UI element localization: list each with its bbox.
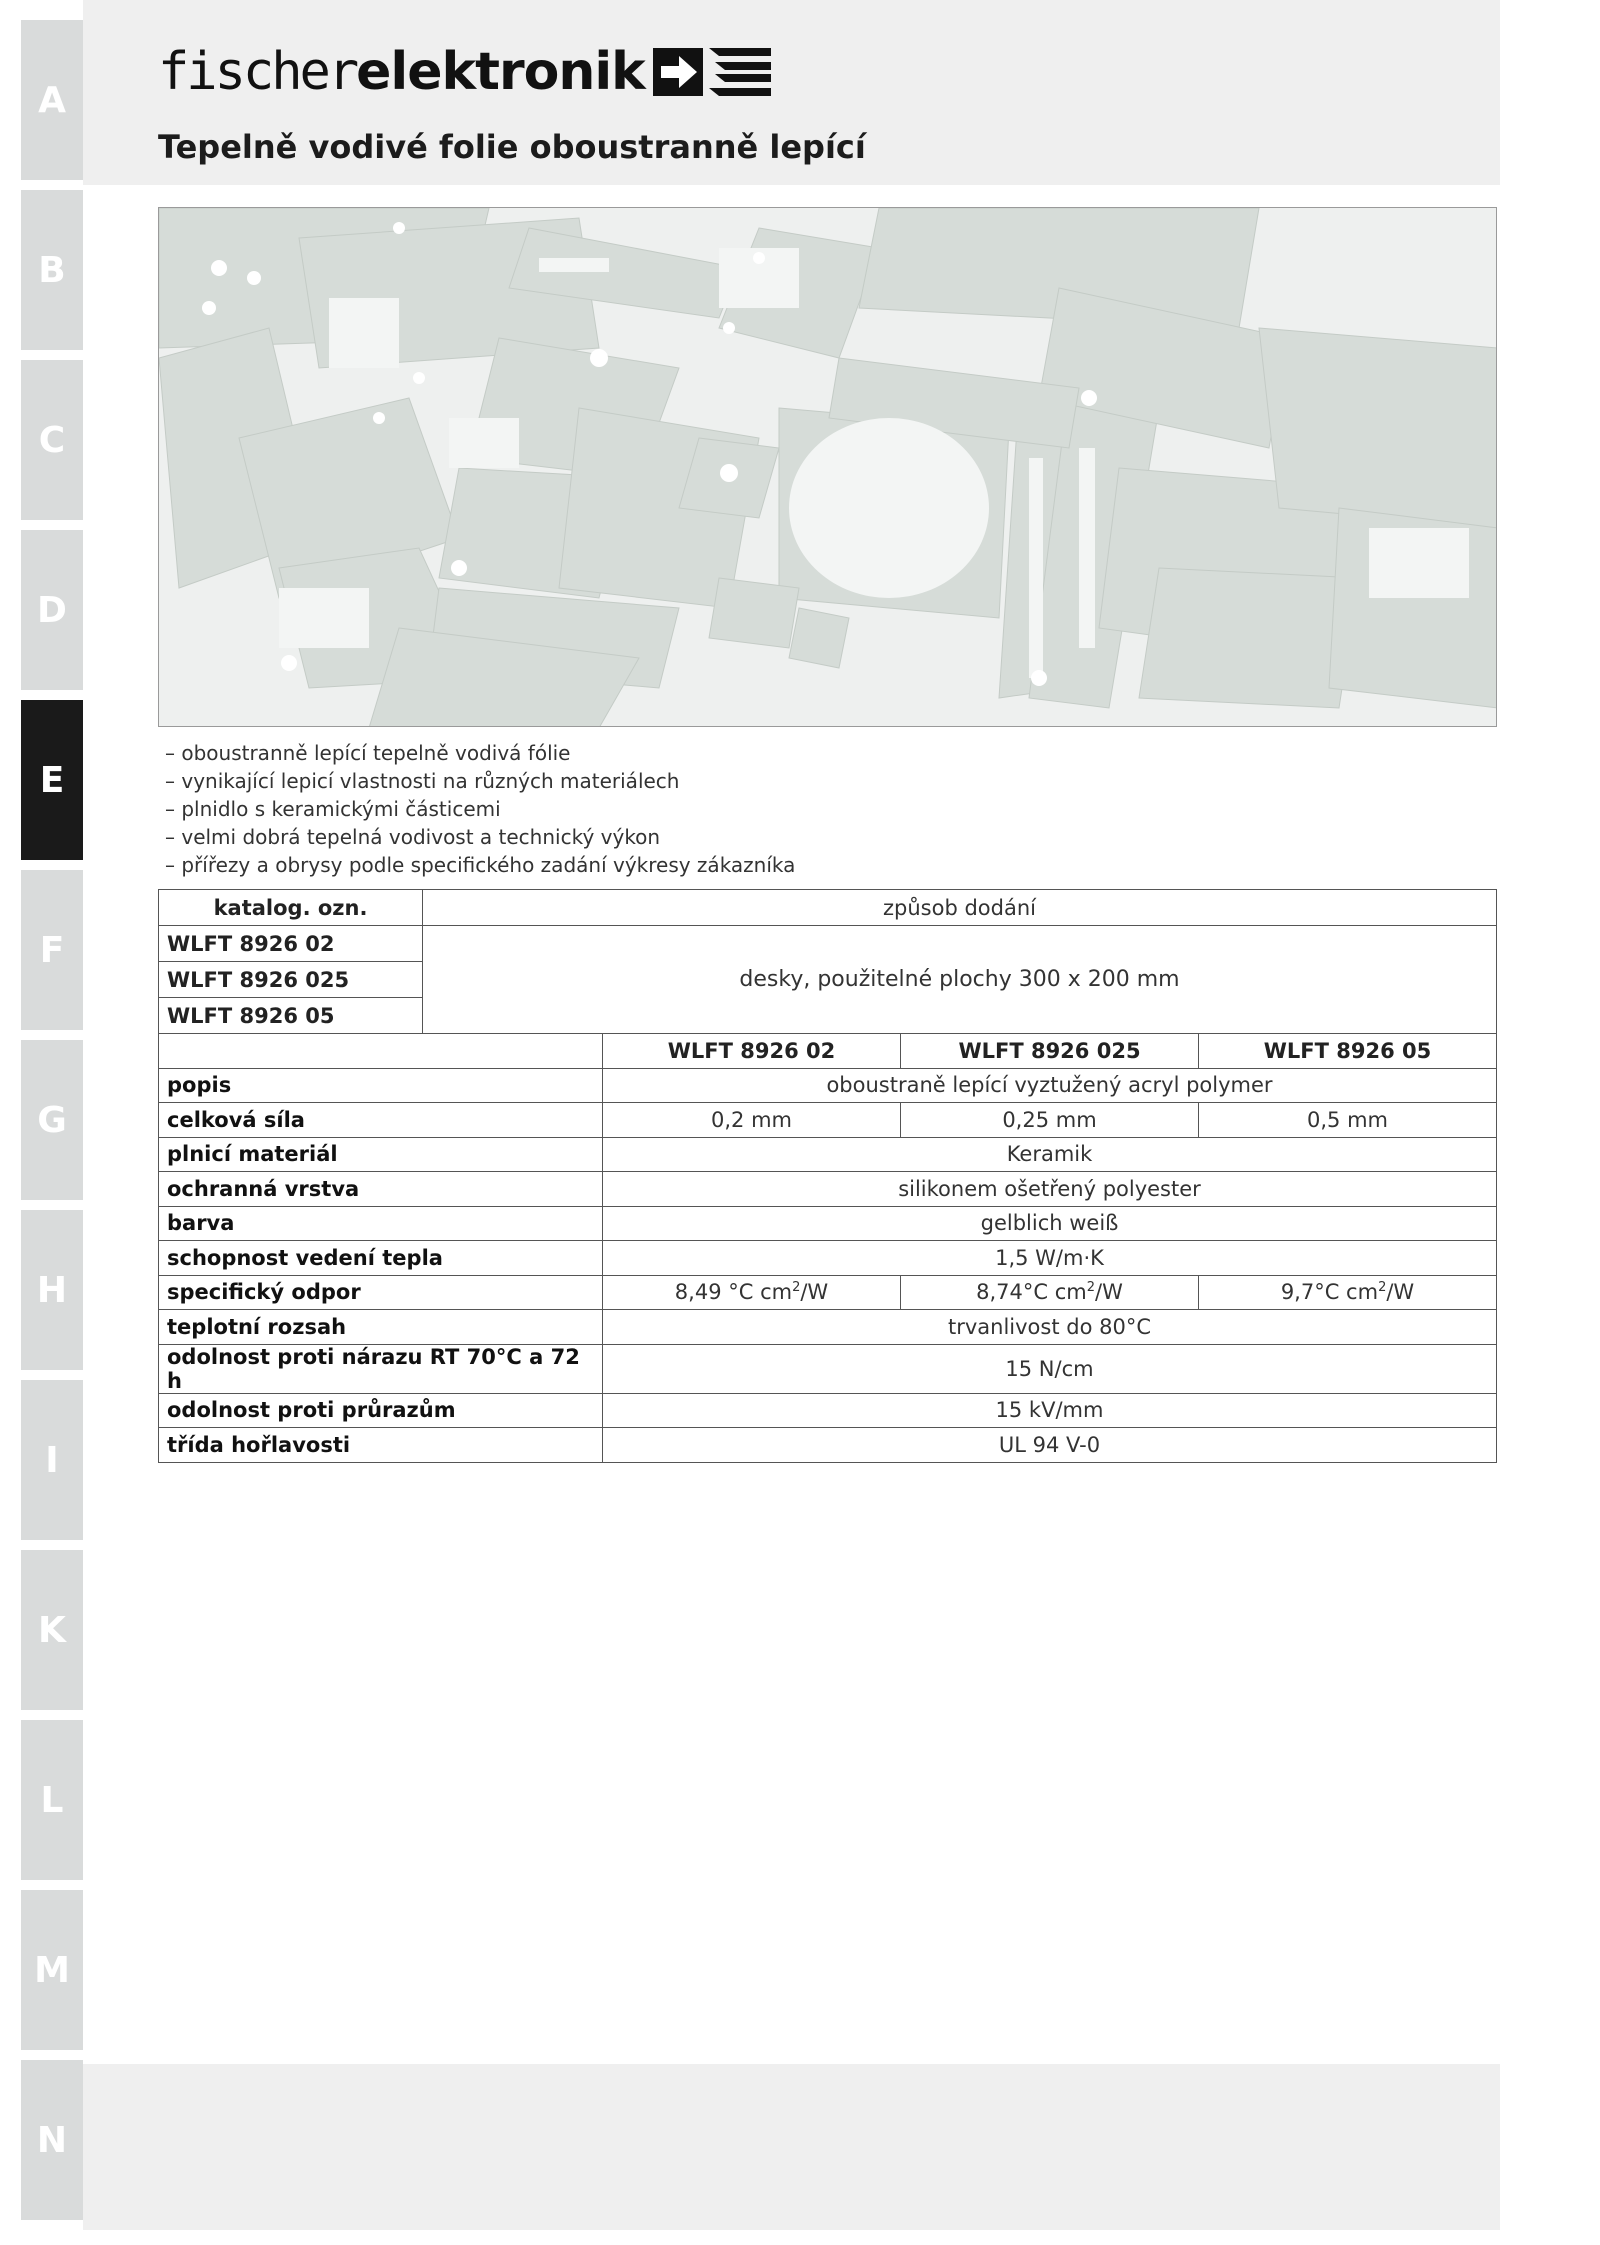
spec-corner [159,1034,603,1069]
row-value: gelblich weiß [603,1206,1497,1241]
row-label: celková síla [159,1103,603,1138]
delivery-header: způsob dodání [423,890,1497,926]
row-label: odolnost proti průrazům [159,1393,603,1428]
tab-n[interactable]: N [21,2060,83,2220]
row-value: 9,7°C $cm^2/W$ [1199,1275,1497,1310]
row-value: Keramik [603,1137,1497,1172]
product-photo [158,207,1497,727]
delivery-value: desky, použitelné plochy 300 x 200 mm [423,926,1497,1034]
catalog-item: WLFT 8926 02 [159,926,423,962]
logo-arrow-icon [653,44,773,100]
row-value: 15 N/cm [603,1344,1497,1393]
row-label: ochranná vrstva [159,1172,603,1207]
row-label: teplotní rozsah [159,1310,603,1345]
tab-m[interactable]: M [21,1890,83,2050]
feature-list [165,739,1465,879]
tab-g[interactable]: G [21,1040,83,1200]
tab-f[interactable]: F [21,870,83,1030]
delivery-table [158,889,1497,1034]
spec-table [158,1033,1497,1463]
logo-wordmark: fischerelektronik [158,42,645,102]
row-value: 0,2 mm [603,1103,901,1138]
row-value: UL 94 V-0 [603,1428,1497,1463]
tab-k[interactable]: K [21,1550,83,1710]
row-label: schopnost vedení tepla [159,1241,603,1276]
tab-l[interactable]: L [21,1720,83,1880]
row-value: 8,49 °C $cm^2/W$ [603,1275,901,1310]
feature-item: – přířezy a obrysy podle specifického zadání výkresy zákazníka [165,853,796,877]
feature-item: – plnidlo s keramickými částicemi [165,797,501,821]
row-label: specifický odpor [159,1275,603,1310]
catalog-item: WLFT 8926 05 [159,998,423,1034]
footer-band [83,2064,1500,2230]
catalog-item: WLFT 8926 025 [159,962,423,998]
feature-item: – vynikající lepicí vlastnosti na různých materiálech [165,769,680,793]
column-header: WLFT 8926 05 [1199,1034,1497,1069]
row-label: plnicí materiál [159,1137,603,1172]
row-value: oboustraně lepící vyztužený acryl polymer [603,1068,1497,1103]
column-header: WLFT 8926 02 [603,1034,901,1069]
tab-a[interactable]: A [21,20,83,180]
row-value: 8,74°C $cm^2/W$ [901,1275,1199,1310]
foil-cutouts-image [159,208,1497,727]
row-label: popis [159,1068,603,1103]
catalog-header: katalog. ozn. [159,890,423,926]
row-label: barva [159,1206,603,1241]
row-label: odolnost proti nárazu RT 70°C a 72 h [159,1344,603,1393]
tab-d[interactable]: D [21,530,83,690]
feature-item: – oboustranně lepící tepelně vodivá fólie [165,741,571,765]
feature-item: – velmi dobrá tepelná vodivost a technický výkon [165,825,661,849]
row-value: 15 kV/mm [603,1393,1497,1428]
page-title: Tepelně vodivé folie oboustranně lepící [158,128,866,166]
tab-e[interactable]: E [21,700,83,860]
row-value: 0,5 mm [1199,1103,1497,1138]
row-value: 1,5 W/m·K [603,1241,1497,1276]
tab-b[interactable]: B [21,190,83,350]
column-header: WLFT 8926 025 [901,1034,1199,1069]
row-value: trvanlivost do 80°C [603,1310,1497,1345]
row-value: 0,25 mm [901,1103,1199,1138]
tab-c[interactable]: C [21,360,83,520]
brand-logo [158,40,773,104]
tab-h[interactable]: H [21,1210,83,1370]
row-value: silikonem ošetřený polyester [603,1172,1497,1207]
tab-i[interactable]: I [21,1380,83,1540]
row-label: třída hořlavosti [159,1428,603,1463]
